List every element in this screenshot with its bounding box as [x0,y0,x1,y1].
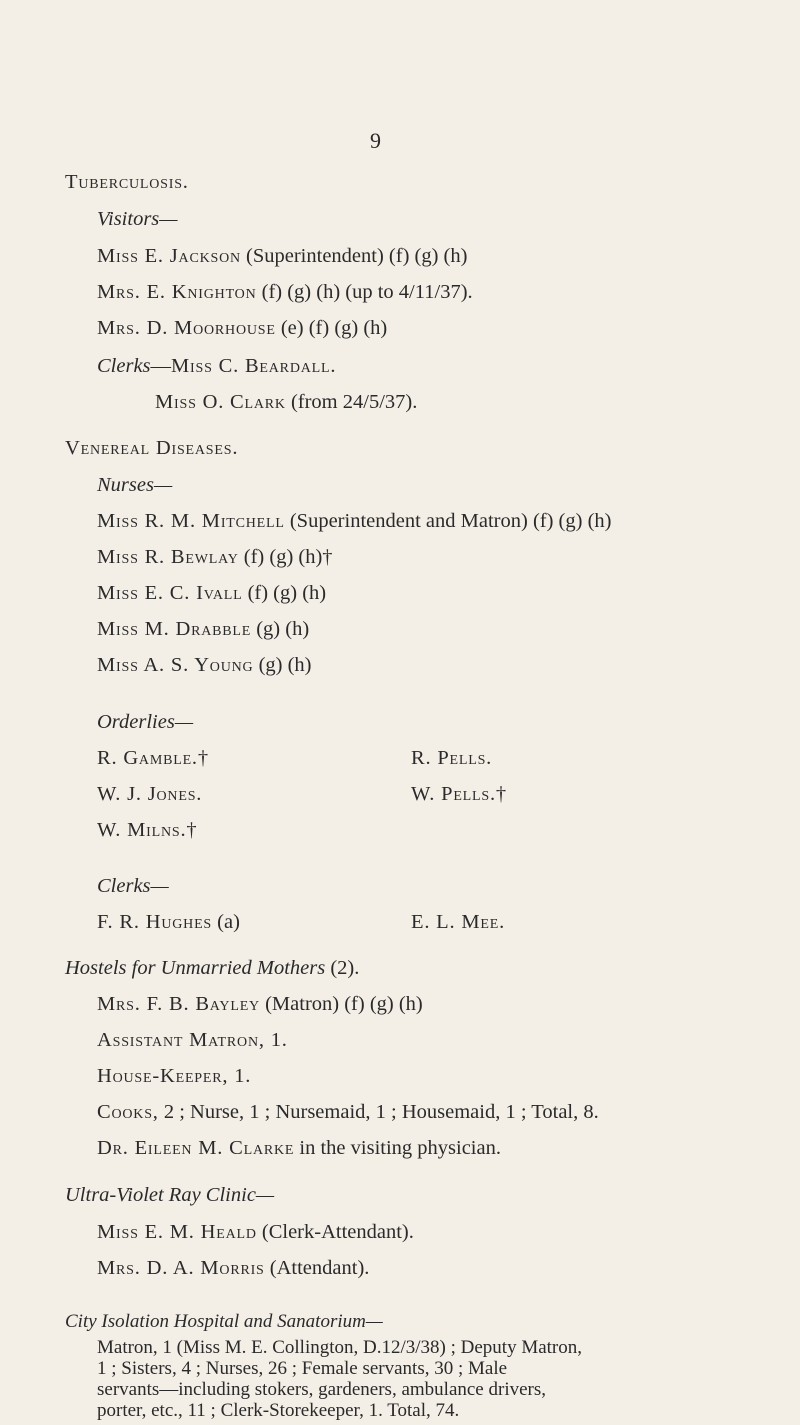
assistant-matron-entry: Assistant Matron, 1. [97,1029,288,1051]
orderly-entry: W. Milns.† [97,819,198,841]
city-staff-line: servants—including stokers, gardeners, ambulance drivers, [97,1379,547,1400]
visiting-physician-entry: Dr. Eileen M. Clarke in the visiting physician. [97,1137,501,1159]
tuberculosis-heading: Tuberculosis. [65,171,189,193]
orderly-entry: R. Pells. [411,747,493,769]
visitor-entry: Mrs. D. Moorhouse (e) (f) (g) (h) [97,317,388,339]
hostel-matron-entry: Mrs. F. B. Bayley (Matron) (f) (g) (h) [97,993,423,1015]
hostels-heading: Hostels for Unmarried Mothers (2). [65,957,360,979]
orderly-entry: W. J. Jones. [97,783,203,805]
nurse-entry: Miss A. S. Young (g) (h) [97,654,312,676]
visitor-entry: Miss E. Jackson (Superintendent) (f) (g) (h) [97,245,468,267]
orderly-entry: W. Pells.† [411,783,507,805]
city-isolation-heading: City Isolation Hospital and Sanatorium— [65,1311,383,1332]
housekeeper-entry: House-Keeper, 1. [97,1065,252,1087]
orderly-entry: R. Gamble.† [97,747,209,769]
nurses-label: Nurses— [97,474,173,496]
city-staff-line: Matron, 1 (Miss M. E. Collington, D.12/3/38) ; Deputy Matron, [97,1337,583,1358]
vd-clerk-entry: F. R. Hughes (a) [97,911,240,933]
uv-staff-entry: Mrs. D. A. Morris (Attendant). [97,1257,370,1279]
nurse-entry: Miss E. C. Ivall (f) (g) (h) [97,582,327,604]
uv-staff-entry: Miss E. M. Heald (Clerk-Attendant). [97,1221,414,1243]
tb-clerk-entry: Miss O. Clark (from 24/5/37). [155,391,418,413]
city-staff-line: 1 ; Sisters, 4 ; Nurses, 26 ; Female servants, 30 ; Male [97,1358,508,1379]
vd-clerk-entry: E. L. Mee. [411,911,506,933]
cooks-entry: Cooks, 2 ; Nurse, 1 ; Nursemaid, 1 ; Housemaid, 1 ; Total, 8. [97,1101,599,1123]
vd-clerks-label: Clerks— [97,875,169,897]
nurse-entry: Miss R. M. Mitchell (Superintendent and Matron) (f) (g) (h) [97,510,612,532]
nurse-entry: Miss R. Bewlay (f) (g) (h)† [97,546,333,568]
visitor-entry: Mrs. E. Knighton (f) (g) (h) (up to 4/11/37). [97,281,473,303]
page-number: 9 [370,128,381,153]
ultra-violet-heading: Ultra-Violet Ray Clinic— [65,1184,275,1206]
city-staff-line: porter, etc., 11 ; Clerk-Storekeeper, 1. Total, 74. [97,1400,460,1421]
tb-clerks-line: Clerks—Miss C. Beardall. [97,355,337,377]
orderlies-label: Orderlies— [97,711,194,733]
venereal-diseases-heading: Venereal Diseases. [65,437,239,459]
visitors-label: Visitors— [97,208,178,230]
nurse-entry: Miss M. Drabble (g) (h) [97,618,310,640]
